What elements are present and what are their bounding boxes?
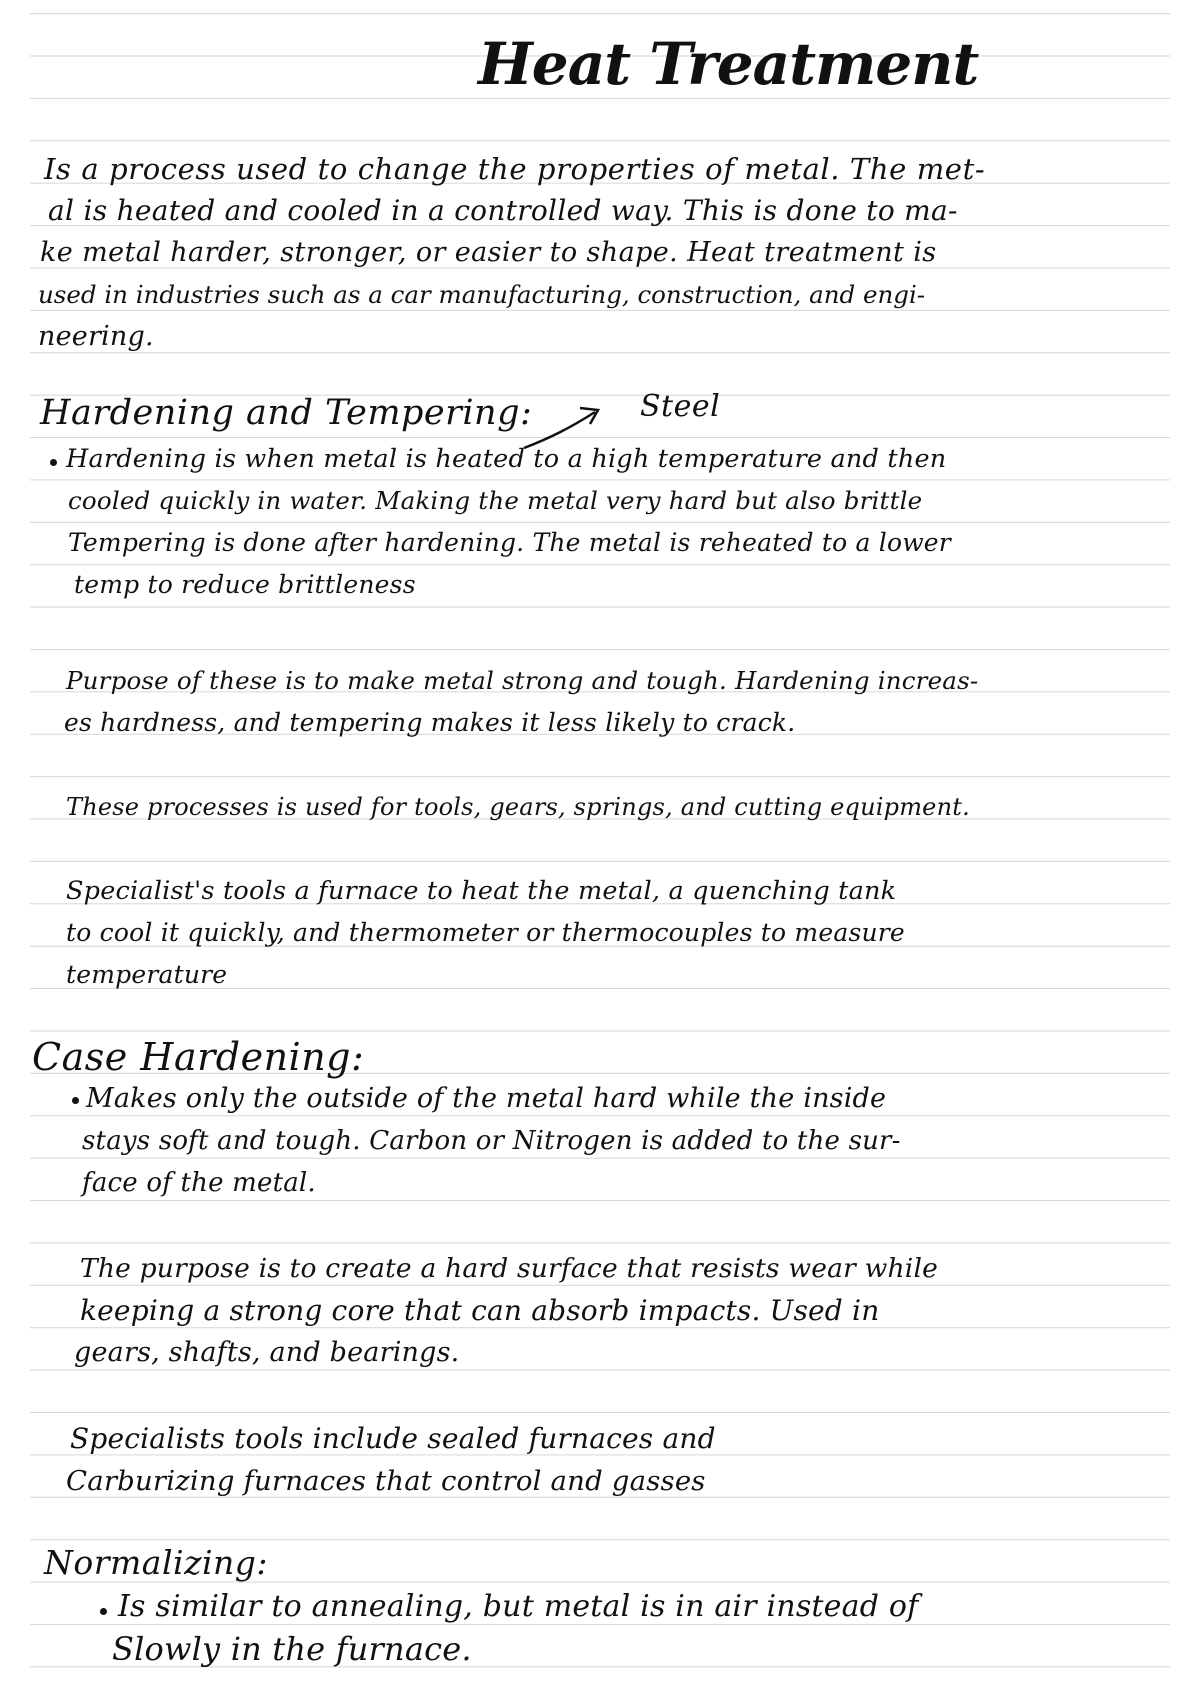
section-heading-case-hardening: Case Hardening: bbox=[32, 1035, 365, 1079]
section-heading-hardening-tempering: Hardening and Tempering: bbox=[40, 393, 533, 433]
hardening-bullet-line-4: temp to reduce brittleness bbox=[74, 570, 416, 599]
case-bullet-line-3: face of the metal. bbox=[82, 1168, 316, 1198]
hardening-bullet-line-2: cooled quickly in water. Making the metal very hard but also brittle bbox=[68, 486, 923, 515]
case-purpose-line-3: gears, shafts, and bearings. bbox=[74, 1337, 460, 1368]
bullet-dot bbox=[72, 1097, 79, 1104]
hardening-tools-line-3: temperature bbox=[66, 960, 228, 989]
case-purpose-line-1: The purpose is to create a hard surface that resists wear while bbox=[80, 1253, 938, 1284]
right-margin bbox=[1170, 0, 1200, 1697]
hardening-tools-line-2: to cool it quickly, and thermometer or thermocouples to measure bbox=[66, 918, 905, 947]
intro-line-1: Is a process used to change the properties of metal. The met- bbox=[44, 152, 986, 186]
bullet-dot bbox=[50, 459, 57, 466]
hardening-purpose-line-2: es hardness, and tempering makes it less likely to crack. bbox=[64, 708, 796, 737]
hardening-tools-line-1: Specialist's tools a furnace to heat the metal, a quenching tank bbox=[66, 876, 897, 906]
hardening-purpose-line-1: Purpose of these is to make metal strong and tough. Hardening increas- bbox=[66, 666, 979, 695]
intro-line-5: neering. bbox=[38, 321, 154, 352]
case-bullet-line-2: stays soft and tough. Carbon or Nitrogen is added to the sur- bbox=[82, 1126, 901, 1156]
hardening-bullet-line-3: Tempering is done after hardening. The metal is reheated to a lower bbox=[68, 528, 951, 557]
case-purpose-line-2: keeping a strong core that can absorb impacts. Used in bbox=[80, 1294, 880, 1327]
page-title: Heat Treatment bbox=[478, 30, 979, 98]
bullet-dot bbox=[100, 1608, 107, 1615]
intro-line-2: al is heated and cooled in a controlled way. This is done to ma- bbox=[48, 194, 958, 227]
section-heading-normalizing: Normalizing: bbox=[44, 1543, 269, 1582]
case-bullet-line-1: Makes only the outside of the metal hard while the inside bbox=[86, 1083, 887, 1114]
normalizing-bullet-line-1: Is similar to annealing, but metal is in air instead of bbox=[118, 1589, 919, 1624]
normalizing-bullet-line-2: Slowly in the furnace. bbox=[112, 1630, 472, 1668]
arrow-note-steel: Steel bbox=[640, 389, 721, 424]
hardening-bullet-line-1: Hardening is when metal is heated to a high temperature and then bbox=[66, 444, 947, 474]
hardening-uses-line-1: These processes is used for tools, gears, springs, and cutting equipment. bbox=[66, 793, 970, 821]
case-tools-line-1: Specialists tools include sealed furnaces and bbox=[70, 1422, 716, 1455]
intro-line-3: ke metal harder, stronger, or easier to shape. Heat treatment is bbox=[40, 237, 937, 268]
left-margin bbox=[0, 0, 30, 1697]
intro-line-4: used in industries such as a car manufacturing, construction, and engi- bbox=[38, 280, 926, 309]
case-tools-line-2: Carburizing furnaces that control and gasses bbox=[66, 1465, 706, 1497]
